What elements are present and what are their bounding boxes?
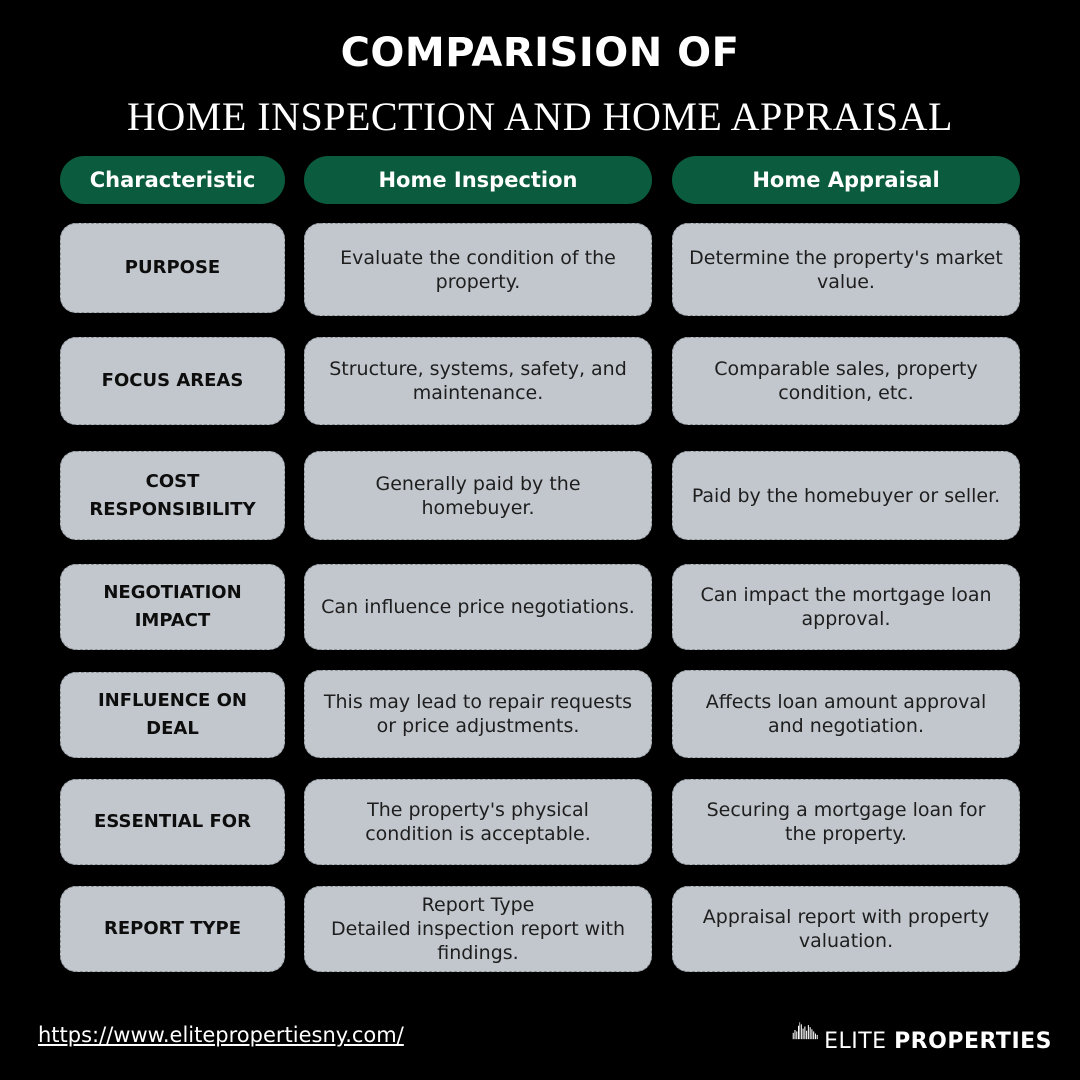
logo-wordmark: ELITE PROPERTIES	[824, 1029, 1052, 1054]
row-label-influence-on-deal: INFLUENCE ON DEAL	[60, 672, 285, 758]
row-label-report-type: REPORT TYPE	[60, 886, 285, 972]
row-label-purpose: PURPOSE	[60, 223, 285, 313]
row-label-cost-responsibility: COST RESPONSIBILITY	[60, 451, 285, 540]
appraisal-cell-cost-responsibility: Paid by the homebuyer or seller.	[672, 451, 1020, 540]
website-link[interactable]: https://www.elitepropertiesny.com/	[38, 1023, 404, 1047]
inspection-cell-negotiation-impact: Can influence price negotiations.	[304, 564, 652, 650]
inspection-cell-focus-areas: Structure, systems, safety, and maintenance.	[304, 337, 652, 425]
appraisal-cell-focus-areas: Comparable sales, property condition, etc.	[672, 337, 1020, 425]
inspection-cell-cost-responsibility: Generally paid by the homebuyer.	[304, 451, 652, 540]
row-label-essential-for: ESSENTIAL FOR	[60, 779, 285, 865]
row-label-negotiation-impact: NEGOTIATION IMPACT	[60, 564, 285, 650]
appraisal-cell-influence-on-deal: Affects loan amount approval and negotiation.	[672, 670, 1020, 758]
appraisal-cell-purpose: Determine the property's market value.	[672, 223, 1020, 316]
appraisal-cell-negotiation-impact: Can impact the mortgage loan approval.	[672, 564, 1020, 650]
row-label-focus-areas: FOCUS AREAS	[60, 337, 285, 425]
inspection-cell-purpose: Evaluate the condition of the property.	[304, 223, 652, 316]
inspection-cell-influence-on-deal: This may lead to repair requests or price adjustments.	[304, 670, 652, 758]
header-characteristic: Characteristic	[60, 156, 285, 204]
appraisal-cell-report-type: Appraisal report with property valuation.	[672, 886, 1020, 972]
page-subtitle: HOME INSPECTION AND HOME APPRAISAL	[127, 94, 953, 139]
city-skyline-icon	[792, 1004, 818, 1056]
appraisal-cell-essential-for: Securing a mortgage loan for the property.	[672, 779, 1020, 865]
inspection-cell-essential-for: The property's physical condition is acceptable.	[304, 779, 652, 865]
header-home-inspection: Home Inspection	[304, 156, 652, 204]
elite-properties-logo	[792, 1000, 1052, 1056]
inspection-cell-report-type: Report Type Detailed inspection report with findings.	[304, 886, 652, 972]
page-title: COMPARISION OF	[340, 30, 740, 76]
header-home-appraisal: Home Appraisal	[672, 156, 1020, 204]
